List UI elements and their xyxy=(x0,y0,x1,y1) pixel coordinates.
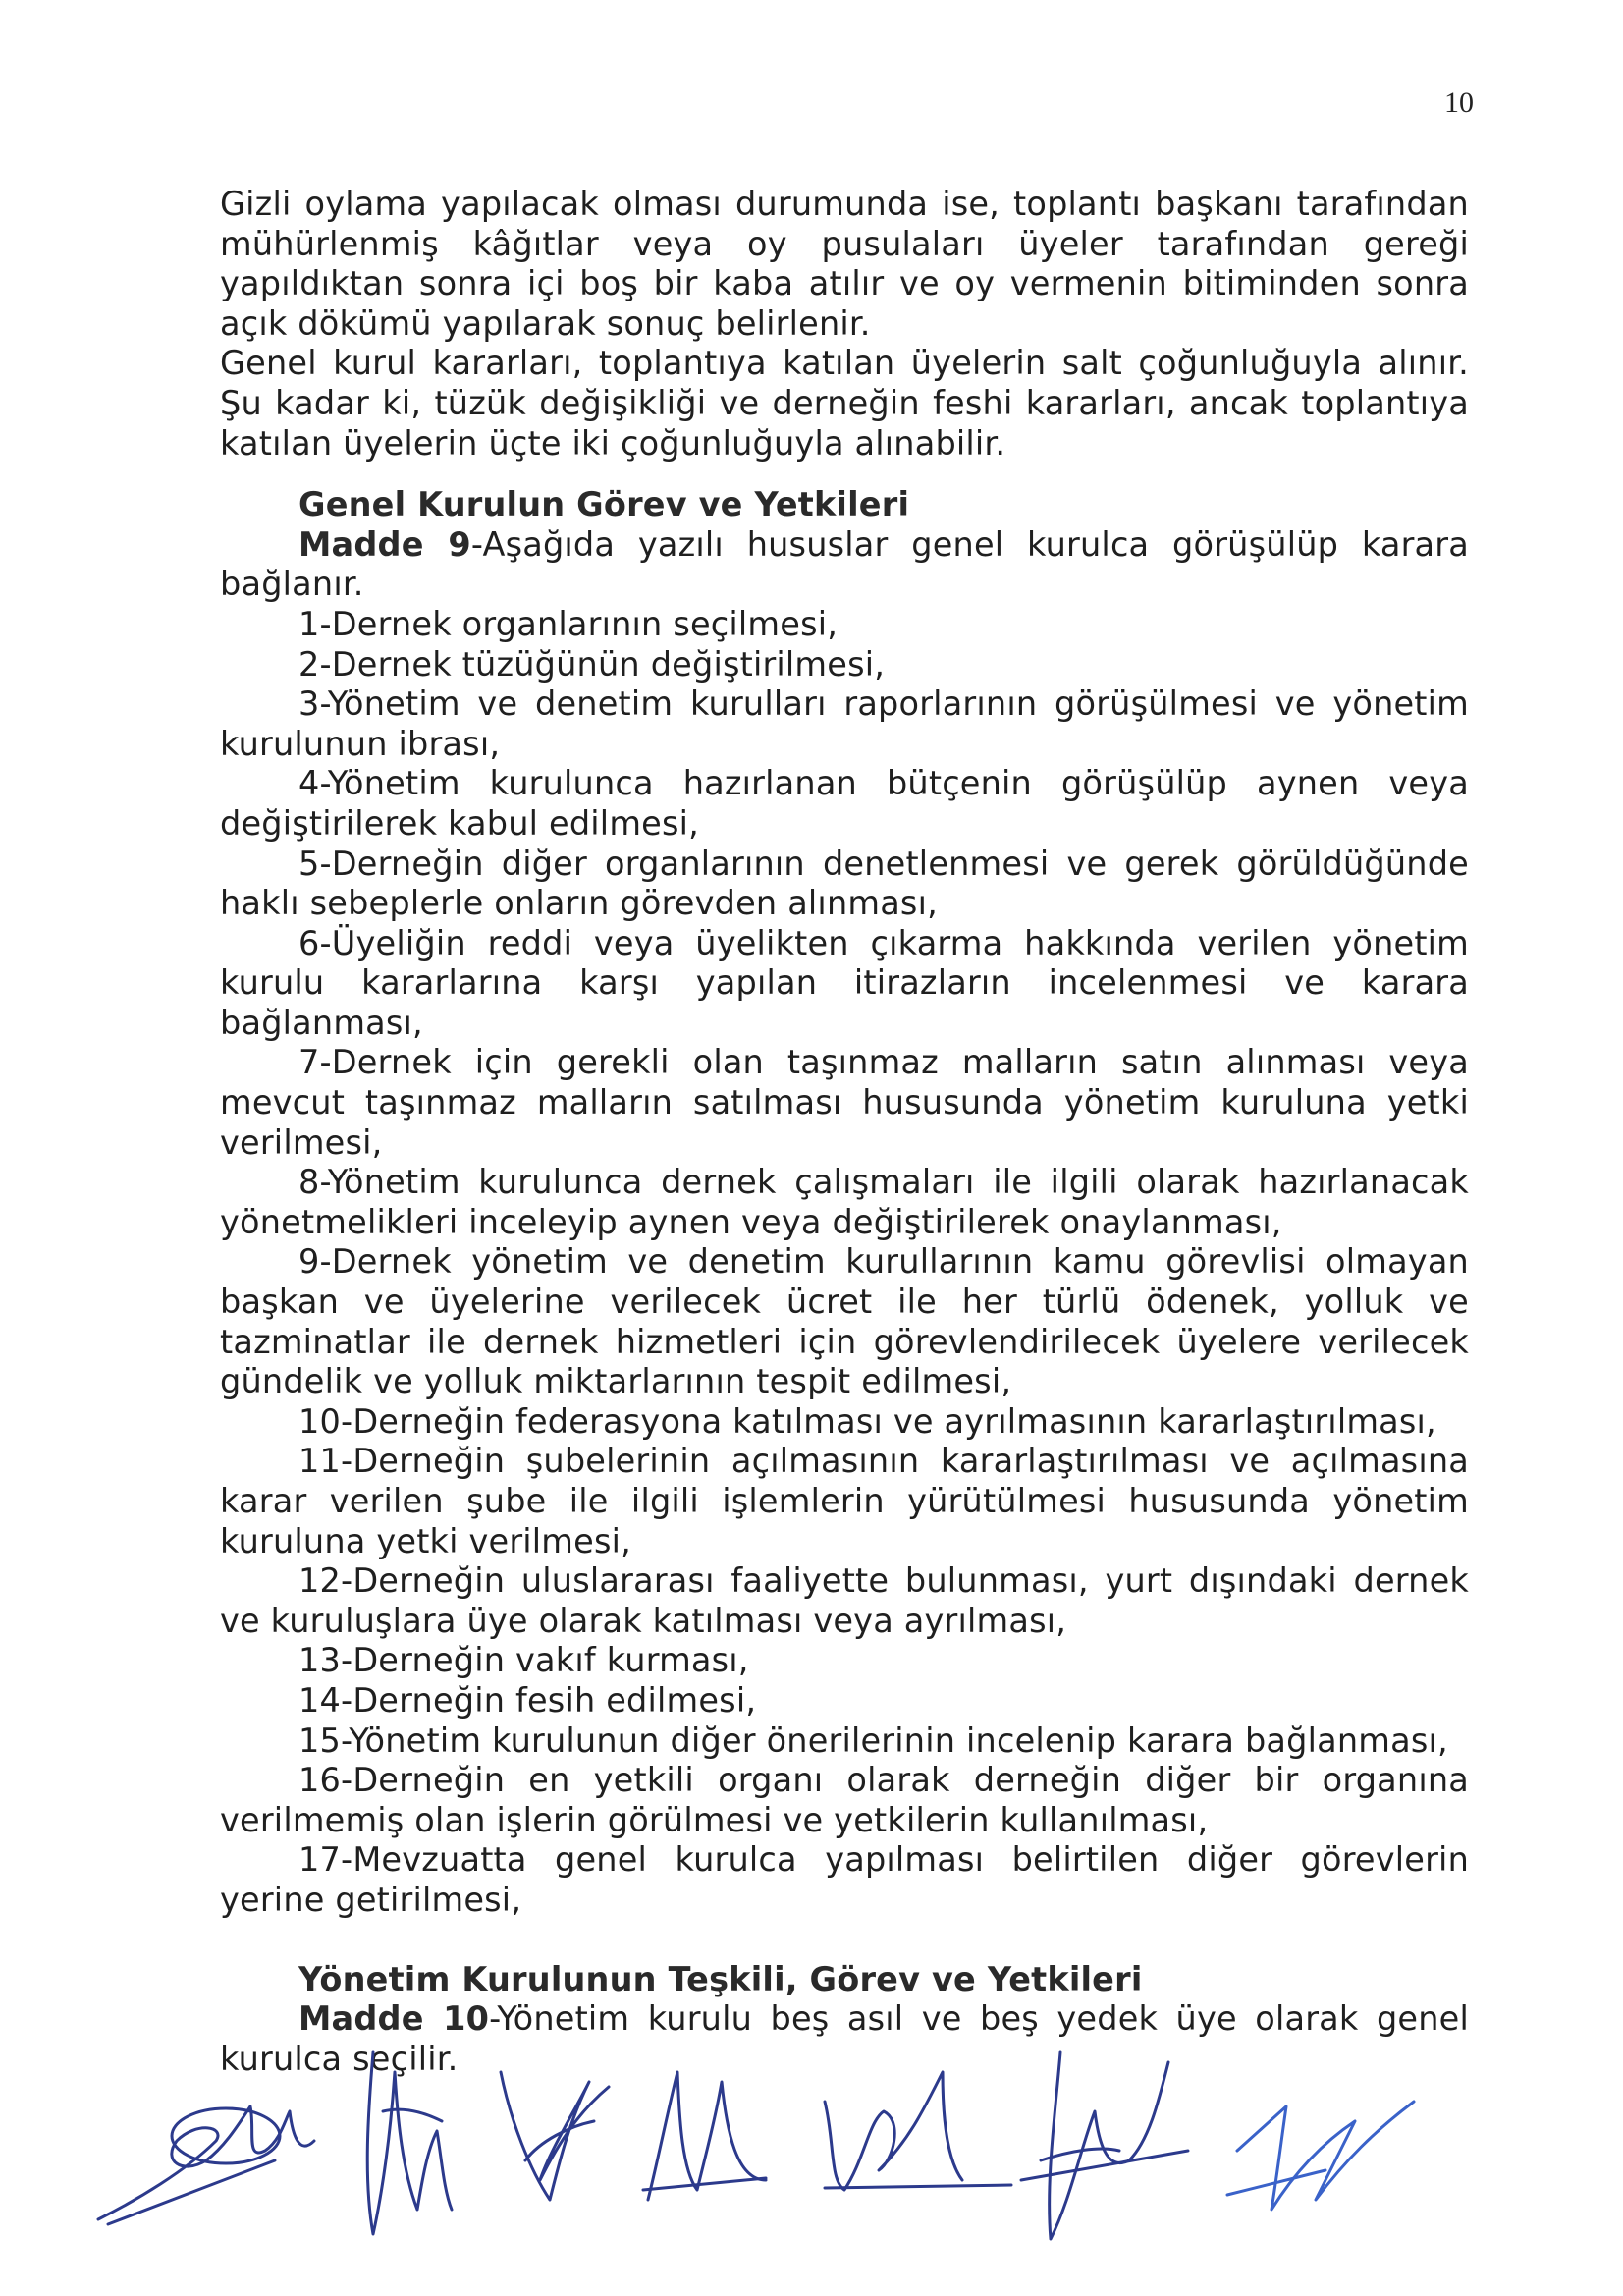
article-10-label: Madde 10 xyxy=(298,1999,490,2039)
signature-6 xyxy=(1021,2052,1188,2239)
list-item: 1-Dernek organlarının seçilmesi, xyxy=(298,604,839,643)
article-10-text: -Yönetim kurulu beş asıl ve beş yedek üye olarak genel kurulca seçilir. xyxy=(220,1999,1469,2078)
list-item: 11-Derneğin şubelerinin açılmasının kararlaştırılması ve açılmasına karar verilen şube ile ilgili işlemlerin yürütülmesi hususunda yönetim kuruluna yetki verilmesi, xyxy=(220,1442,1469,1560)
paragraph-secret-ballot: Gizli oylama yapılacak olması durumunda ise, toplantı başkanı tarafından mühürlenmiş kâğıtlar veya oy pusulaları üyeler tarafından gereği yapıldıktan sonra içi boş bir kaba atılır ve oy vermenin bitiminden sonra açık dökümü yapılarak sonuç belirlenir. xyxy=(220,185,1469,343)
page-number: 10 xyxy=(1444,86,1474,119)
list-item: 12-Derneğin uluslararası faaliyette bulunması, yurt dışındaki dernek ve kuruluşlara üye olarak katılması veya ayrılması, xyxy=(220,1561,1469,1640)
signature-row xyxy=(79,2013,1512,2249)
section-heading-article-10: Yönetim Kurulunun Teşkili, Görev ve Yetkileri xyxy=(298,1959,1143,1998)
list-item: 15-Yönetim kurulunun diğer önerilerinin incelenip karara bağlanması, xyxy=(298,1721,1448,1760)
list-item: 8-Yönetim kurulunca dernek çalışmaları ile ilgili olarak hazırlanacak yönetmelikleri inceleyip aynen veya değiştirilerek onaylanması, xyxy=(220,1163,1469,1241)
article-9-label: Madde 9 xyxy=(298,524,471,564)
list-item: 5-Derneğin diğer organlarının denetlenmesi ve gerek görüldüğünde haklı sebeplerle onların görevden alınması, xyxy=(220,844,1469,923)
list-item: 4-Yönetim kurulunca hazırlanan bütçenin görüşülüp aynen veya değiştirilerek kabul edilmesi, xyxy=(220,764,1469,843)
list-item: 14-Derneğin fesih edilmesi, xyxy=(298,1680,757,1720)
signatures-graphic xyxy=(79,2013,1512,2249)
list-item: 9-Dernek yönetim ve denetim kurullarının kamu görevlisi olmayan başkan ve üyelerine verilecek ücret ile her türlü ödenek, yolluk ve tazminatlar ile dernek hizmetleri için görevlendirilecek üyelere verilecek gündelik ve yolluk miktarlarının tespit edilmesi, xyxy=(220,1242,1469,1401)
list-item: 17-Mevzuatta genel kurulca yapılması belirtilen diğer görevlerin yerine getirilmesi, xyxy=(220,1840,1469,1919)
signature-4 xyxy=(643,2072,766,2200)
signature-2 xyxy=(367,2052,452,2234)
list-item: 7-Dernek için gerekli olan taşınmaz malların satın alınması veya mevcut taşınmaz malların satılması hususunda yönetim kuruluna yetki verilmesi, xyxy=(220,1043,1469,1162)
list-item: 16-Derneğin en yetkili organı olarak derneğin diğer bir organına verilmemiş olan işlerin görülmesi ve yetkilerin kullanılması, xyxy=(220,1761,1469,1839)
article-9-text: -Aşağıda yazılı hususlar genel kurulca görüşülüp karara bağlanır. xyxy=(220,524,1469,604)
list-item: 13-Derneğin vakıf kurması, xyxy=(298,1641,749,1680)
list-item: 10-Derneğin federasyona katılması ve ayrılmasının kararlaştırılması, xyxy=(298,1401,1436,1441)
signature-7 xyxy=(1227,2102,1414,2210)
signature-5 xyxy=(825,2072,1011,2190)
section-heading-article-9: Genel Kurulun Görev ve Yetkileri xyxy=(298,485,910,524)
signature-3 xyxy=(501,2072,609,2200)
article-9-intro xyxy=(220,525,1469,605)
list-item: 2-Dernek tüzüğünün değiştirilmesi, xyxy=(298,644,886,683)
signature-1 xyxy=(98,2106,314,2224)
paragraph-decision-majority: Genel kurul kararları, toplantıya katılan üyelerin salt çoğunluğuyla alınır. Şu kadar ki, tüzük değişikliği ve derneğin feshi kararları, ancak toplantıya katılan üyelerin üçte iki çoğunluğuyla alınabilir. xyxy=(220,344,1469,463)
list-item: 3-Yönetim ve denetim kurulları raporlarının görüşülmesi ve yönetim kurulunun ibrası, xyxy=(220,684,1469,763)
list-item: 6-Üyeliğin reddi veya üyelikten çıkarma hakkında verilen yönetim kurulu kararlarına karşı yapılan itirazların incelenmesi ve karara bağlanması, xyxy=(220,923,1469,1042)
body-text xyxy=(220,185,1469,2079)
